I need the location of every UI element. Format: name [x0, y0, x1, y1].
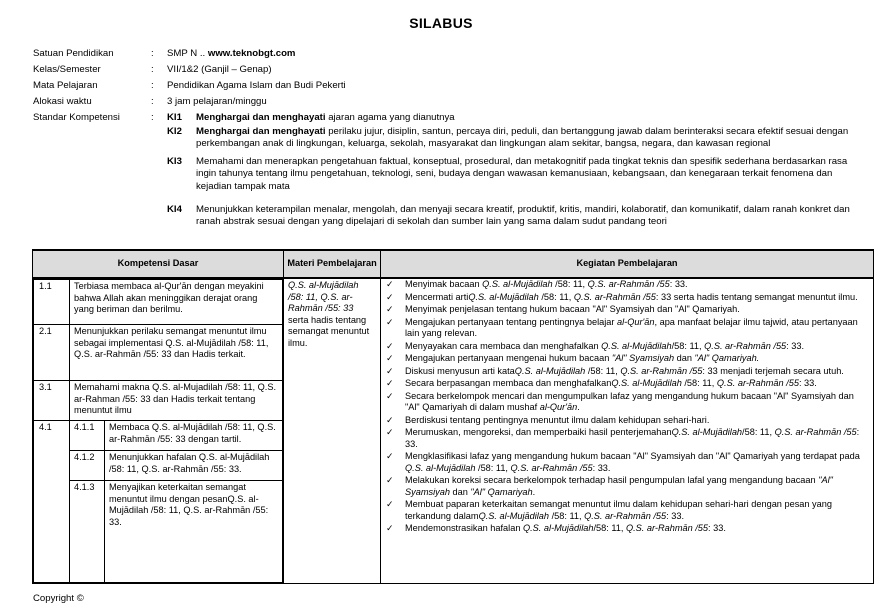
meta-row [33, 80, 346, 94]
kompetensi-dasar-list [33, 279, 283, 583]
kegiatan-text: Menyayakan cara membaca dan menghafalkan Q.S. al-Mujādilah/58: 11, Q.S. ar-Rahmān /55: 33. [405, 340, 805, 351]
kegiatan-item [384, 499, 869, 522]
kegiatan-text: Menyimak penjelasan tentang hukum bacaan "Al" Syamsiyah dan "Al" Qamariyah. [405, 304, 740, 314]
meta-row [33, 112, 167, 126]
kegiatan-list [381, 279, 873, 535]
kegiatan-text: Mengklasifikasi lafaz yang mengandung hukum bacaan "Al" Syamsiyah dan "Al" Qamariyah yang terdapat pada Q.S. al-Mujādilah /58: 11, Q.S. ar-Rahmān /55: 33. [405, 451, 860, 473]
kegiatan-text: Melakukan koreksi secara berkelompok terhadap hasil pengumpulan lafal yang mengandung bacaan "Al" Syamsiyah dan "Al" Qamariyah. [405, 475, 833, 497]
kd-sub-text: Menunjukkan hafalan Q.S. al-Mujādilah /58: 11, Q.S. ar-Rahmān /55: 33. [105, 451, 283, 481]
ki-code: KI1 [167, 112, 182, 123]
kd-text: Menunjukkan perilaku semangat menuntut ilmu sebagai implementasi Q.S. al-Mujādilah /58: 11, Q.S. ar-Rahmān /55: 33 dan Hadis terkait. [70, 325, 283, 381]
kegiatan-text: Diskusi menyusun arti kataQ.S. al-Mujādilah /58: 11, Q.S. ar-Rahmān /55: 33 menjadi terjemah secara utuh. [405, 365, 844, 376]
kegiatan-text: Merumuskan, mengoreksi, dan memperbaiki hasil penterjemahanQ.S. al-Mujādilah/58: 11, Q.S. ar-Rahmān /55: 33. [405, 427, 860, 449]
checkmark-icon: ✓ [386, 523, 394, 533]
kd-sub-text: Menyajikan keterkaitan semangat menuntut ilmu dengan pesanQ.S. al-Mujādilah /58: 11, Q.S. ar-Rahmān /55: 33. [105, 481, 283, 583]
checkmark-icon: ✓ [386, 451, 394, 461]
kd-number: 3.1 [34, 381, 70, 421]
checkmark-icon: ✓ [386, 340, 394, 351]
ki-item [167, 126, 867, 151]
syllabus-table [32, 249, 874, 584]
materi-cell: Q.S. al-Mujādilah /58: 11, Q.S. ar-Rahmān /55: 33 serta hadis tentang semangat menuntut ilmu. [284, 278, 381, 584]
kd-text: Terbiasa membaca al-Qur'ān dengan meyakini bahwa Allah akan meninggikan derajat orang yang beriman dan berilmu. [70, 280, 283, 325]
kegiatan-text: Berdiskusi tentang pentingnya menuntut ilmu dalam kehidupan sehari-hari. [405, 414, 710, 425]
kegiatan-text: Secara berpasangan membaca dan menghafalkanQ.S. al-Mujādilah /58: 11, Q.S. ar-Rahmān /55: 33. [405, 378, 817, 388]
checkmark-icon: ✓ [386, 304, 394, 314]
checkmark-icon: ✓ [386, 279, 394, 289]
table-body-row [33, 278, 874, 584]
meta-colon: : [151, 112, 154, 123]
meta-row [33, 96, 267, 110]
kd-number: 4.1 [34, 421, 70, 583]
kd-sub-row [34, 481, 283, 583]
header-kegiatan-pembelajaran: Kegiatan Pembelajaran [381, 250, 874, 278]
checkmark-icon: ✓ [386, 414, 394, 425]
kegiatan-item [384, 279, 869, 291]
meta-colon: : [151, 96, 154, 107]
checkmark-icon: ✓ [386, 427, 394, 437]
kd-sub-number: 4.1.1 [70, 421, 105, 451]
meta-colon: : [151, 80, 154, 91]
kd-sub-row [34, 421, 283, 451]
checkmark-icon: ✓ [386, 291, 394, 302]
kegiatan-item [384, 341, 869, 353]
checkmark-icon: ✓ [386, 499, 394, 509]
checkmark-icon: ✓ [386, 353, 394, 363]
ki-item [167, 156, 867, 193]
kd-row [34, 280, 283, 325]
ki-item [167, 204, 867, 229]
kegiatan-item [384, 391, 869, 414]
checkmark-icon: ✓ [386, 365, 394, 376]
kegiatan-text: Membuat paparan keterkaitan semangat menuntut ilmu dalam kehidupan sehari-hari dengan pesan yang terkandung dalamQ.S. al-Mujādilah /58: 11, Q.S. ar-Rahmān /55: 33. [405, 499, 832, 521]
kegiatan-item [384, 415, 869, 427]
meta-row [33, 64, 272, 78]
meta-label: Alokasi waktu [33, 96, 92, 107]
kegiatan-text: Mencermati artiQ.S. al-Mujādilah /58: 11, Q.S. ar-Rahmān /55: 33 serta hadis tentang semangat menuntut ilmu. [405, 291, 858, 302]
kd-number: 1.1 [34, 280, 70, 325]
ki-code: KI4 [167, 204, 182, 215]
meta-label: Standar Kompetensi [33, 112, 120, 123]
kegiatan-item [384, 317, 869, 340]
kd-number: 2.1 [34, 325, 70, 381]
meta-value: VII/1&2 (Ganjil – Genap) [167, 64, 272, 75]
meta-label: Satuan Pendidikan [33, 48, 114, 59]
checkmark-icon: ✓ [386, 316, 394, 327]
meta-value: SMP N .. www.teknobgt.com [167, 48, 296, 59]
kegiatan-text: Mengajukan pertanyaan mengenai hukum bacaan "Al" Syamsiyah dan "Al" Qamariyah. [405, 353, 760, 363]
ki-item [167, 112, 867, 124]
ki-text: Menghargai dan menghayati perilaku jujur, disiplin, santun, percaya diri, peduli, dan bertanggung jawab dalam berinteraksi secara efektif sesuai dengan perkembangan anak di lingkungan, keluarga, sekolah, masyarakat dan lingkungan alam sekitar, bangsa, negara, dan kawasan regional [196, 126, 849, 150]
kegiatan-item [384, 353, 869, 365]
table-header-row [33, 250, 874, 278]
kd-sub-text: Membaca Q.S. al-Mujādilah /58: 11, Q.S. ar-Rahmān /55: 33 dengan tartil. [105, 421, 283, 451]
kegiatan-item [384, 427, 869, 450]
kompetensi-dasar-cell [33, 278, 284, 584]
meta-colon: : [151, 48, 154, 59]
kegiatan-item [384, 475, 869, 498]
kegiatan-item [384, 451, 869, 474]
ki-text: Menghargai dan menghayati ajaran agama yang dianutnya [196, 112, 455, 123]
checkmark-icon: ✓ [386, 390, 394, 401]
copyright-text: Copyright © [33, 593, 84, 604]
kegiatan-text: Menyimak bacaan Q.S. al-Mujādilah /58: 11, Q.S. ar-Rahmān /55: 33. [405, 279, 688, 289]
checkmark-icon: ✓ [386, 475, 394, 485]
kd-row [34, 325, 283, 381]
meta-label: Mata Pelajaran [33, 80, 98, 91]
meta-row [33, 48, 295, 62]
kegiatan-text: Secara berkelompok mencari dan mengumpulkan lafaz yang mengandung hukum bacaan "Al" Syamsiyah dan "Al" Qamariyah di dalam mushaf al-Qur'ān. [405, 390, 854, 412]
kegiatan-item [384, 523, 869, 535]
ki-text: Menunjukkan keterampilan menalar, mengolah, dan menyaji secara kreatif, produktif, kritis, mandiri, kolaboratif, dan komunikatif, dalam ranah konkret dan ranah abstrak sesuai dengan yang dipelajari di sekolah dan sumber lain yang sama dalam sudut pandang teori [196, 204, 850, 228]
ki-text: Memahami dan menerapkan pengetahuan faktual, konseptual, prosedural, dan metakognitif pada tingkat teknis dan spesifik sederhana berdasarkan rasa ingin tahunya tentang ilmu pengetahuan, teknologi, seni, budaya dengan wawasan kemanusiaan, kebangsaan, dan kenegaraan terkait fenomena dan kejadian tampak mata [196, 156, 848, 192]
header-kompetensi-dasar: Kompetensi Dasar [33, 250, 284, 278]
kegiatan-cell [381, 278, 874, 584]
kd-sub-row [34, 451, 283, 481]
kegiatan-item [384, 378, 869, 390]
kegiatan-text: Mengajukan pertanyaan tentang pentingnya belajar al-Qur'ān, apa manfaat belajar ilmu tajwid, atau pertanyaan lain yang relevan. [405, 316, 858, 338]
ki-code: KI3 [167, 156, 182, 167]
ki-code: KI2 [167, 126, 182, 137]
kd-sub-number: 4.1.3 [70, 481, 105, 583]
kegiatan-item [384, 304, 869, 316]
document-title: SILABUS [409, 15, 473, 31]
kegiatan-item [384, 366, 869, 378]
kd-text: Memahami makna Q.S. al-Mujadilah /58: 11, Q.S. ar-Rahman /55: 33 dan Hadis terkait tentang menuntut ilmu [70, 381, 283, 421]
kegiatan-item [384, 292, 869, 304]
meta-colon: : [151, 64, 154, 75]
kd-row [34, 381, 283, 421]
kegiatan-text: Mendemonstrasikan hafalan Q.S. al-Mujādilah/58: 11, Q.S. ar-Rahmān /55: 33. [405, 523, 726, 533]
meta-value: 3 jam pelajaran/minggu [167, 96, 267, 107]
meta-value: Pendidikan Agama Islam dan Budi Pekerti [167, 80, 346, 91]
header-materi-pembelajaran: Materi Pembelajaran [284, 250, 381, 278]
kd-sub-number: 4.1.2 [70, 451, 105, 481]
meta-label: Kelas/Semester [33, 64, 101, 75]
checkmark-icon: ✓ [386, 378, 394, 388]
